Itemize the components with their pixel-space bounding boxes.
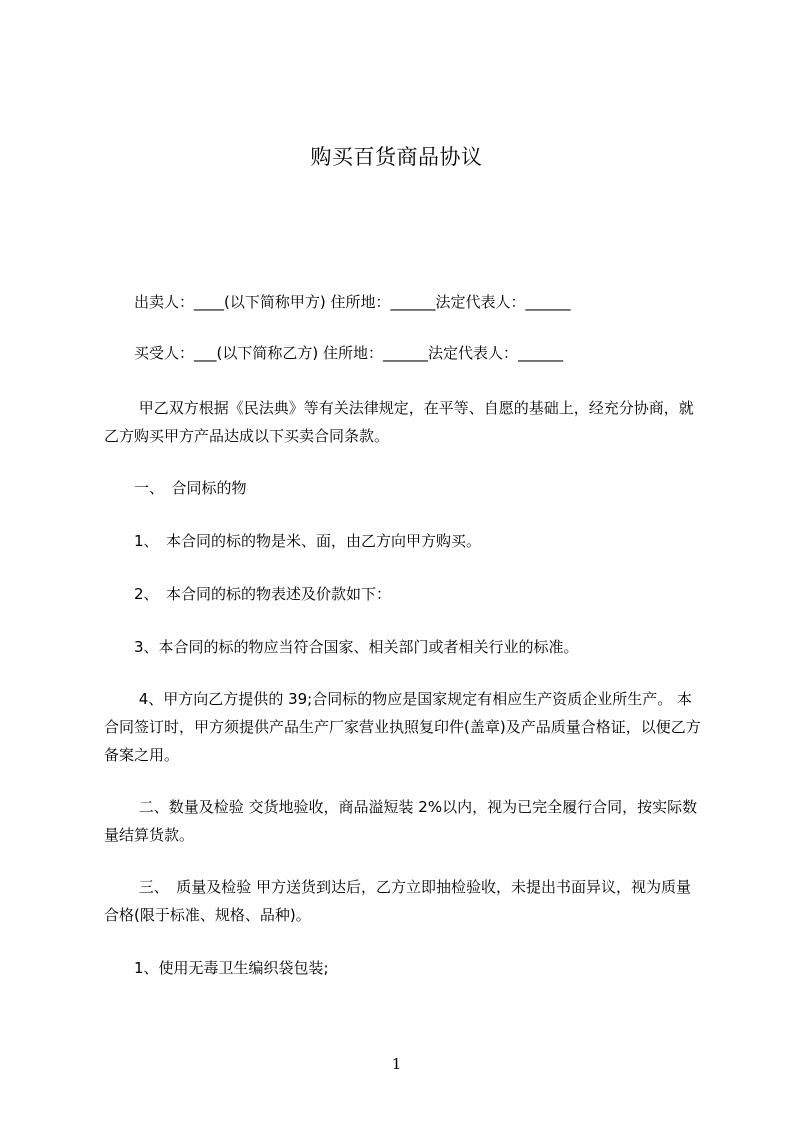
clause-3-1: 1、使用无毒卫生编织袋包装; xyxy=(104,959,329,977)
preamble-paragraph: 甲乙双方根据《民法典》等有关法律规定，在平等、自愿的基础上，经充分协商，就乙方购买甲方产品达成以下买卖合同条款。 xyxy=(104,399,694,445)
clause-1-2: 2、 本合同的标的物表述及价款如下： xyxy=(104,585,392,603)
section-3-paragraph: 三、 质量及检验 甲方送货到达后，乙方立即抽检验收，未提出书面异议，视为质量合格(限于标准、规格、品种)。 xyxy=(104,878,692,924)
document-title: 购买百货商品协议 xyxy=(310,145,483,169)
page-number: 1 xyxy=(391,1055,402,1073)
clause-1-1: 1、 本合同的标的物是米、面，由乙方向甲方购买。 xyxy=(104,532,482,550)
seller-line: 出卖人：____(以下简称甲方) 住所地：______法定代表人：______ xyxy=(104,293,571,311)
section-1-heading: 一、 合同标的物 xyxy=(104,479,247,497)
clause-1-4: 4、甲方向乙方提供的 39;合同标的物应是国家规定有相应生产资质企业所生产。 本合同签订时，甲方须提供产品生产厂家营业执照复印件(盖章)及产品质量合格证，以便乙方备案之用。 xyxy=(104,690,701,764)
buyer-line: 买受人：___(以下简称乙方) 住所地：______法定代表人：______ xyxy=(104,344,563,362)
clause-1-3: 3、本合同的标的物应当符合国家、相关部门或者相关行业的标准。 xyxy=(104,638,579,656)
section-2-paragraph: 二、数量及检验 交货地验收，商品溢短装 2%以内，视为已完全履行合同，按实际数量结算货款。 xyxy=(104,798,698,844)
